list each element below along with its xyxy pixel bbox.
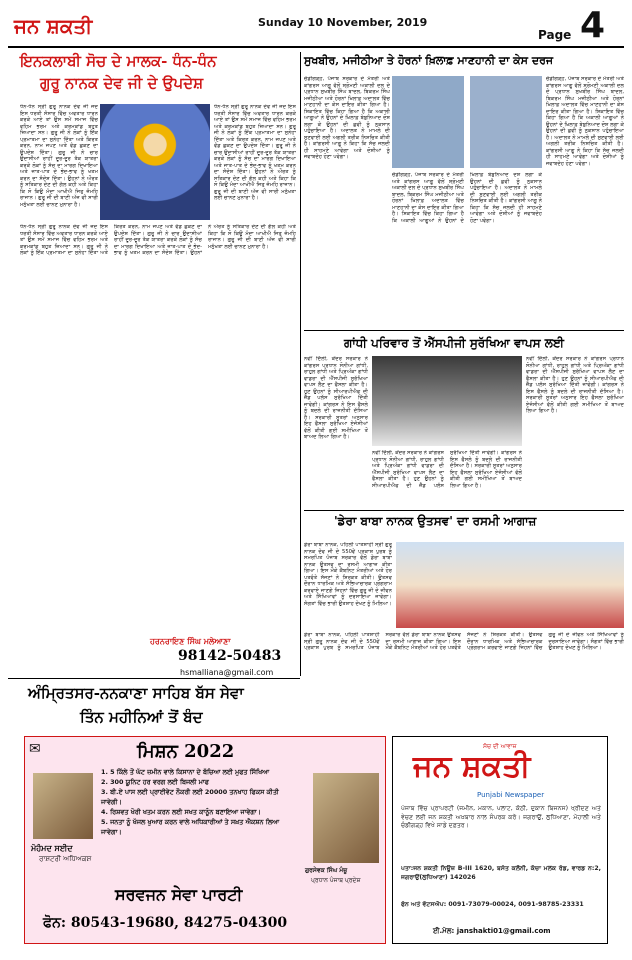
state-president-name: ਗੁਰਸੇਵਕ ਸਿੰਘ ਮੰਜ਼ੂ <box>305 867 348 874</box>
mission-point: 5. ਜਨਤਾ ਨੂੰ ਖੱਜਲ ਖੁਆਰ ਕਰਨ ਵਾਲੇ ਅਧਿਕਾਰੀਆਂ ਤੇ ਸਖ਼ਤ ਐਕਸ਼ਨ ਲਿਆ ਜਾਵੇਗਾ। <box>101 818 280 836</box>
guru-email[interactable]: hsmalliana@gmail.com <box>180 668 274 677</box>
guru-nanak-image <box>100 104 210 220</box>
gandhi-family-photo <box>372 356 522 446</box>
president-role: ਰਾਸ਼ਟਰੀ ਅਧਿਅਕਸ਼ <box>39 855 92 863</box>
guru-title-line2: ਗੁਰੂ ਨਾਨਕ ਦੇਵ ਜੀ ਦੇ ਉਪਦੇਸ਼ <box>40 74 204 92</box>
page-label: Page <box>538 28 572 42</box>
guru-body: ਧੰਨ-ਧੰਨ ਸ੍ਰੀ ਗੁਰੂ ਨਾਨਕ ਦੇਵ ਜੀ ਜਦ ਇਸ ਧਰਤੀ ਸੰਸਾਰ ਵਿੱਚ ਅਵਤਾਰ ਧਾਰਨ ਕਰਕੇ ਆਏ ਤਾਂ ਉਸ ਸਮੇਂ ਸਮਾਜ ਵਿੱਚ ਵਹਿਮ ਭਰਮ ਅਤੇ ਕਰਮਕਾਂਡ ਬਹੁਤ ਜ਼ਿਆਦਾ ਸਨ। ਗੁਰੂ ਜੀ ਨੇ ਲੋਕਾਂ ਨੂੰ ਇੱਕ ਪ੍ਰਮਾਤਮਾ ਦਾ ਸੁਨੇਹਾ ਦਿੱਤਾ ਅਤੇ ਕਿਰਤ ਕਰਨ, ਨਾਮ ਜਪਣ ਅਤੇ ਵੰਡ ਛਕਣ ਦਾ ਉਪਦੇਸ਼ ਦਿੱਤਾ। ਗੁਰੂ ਜੀ ਨੇ ਚਾਰ ਉਦਾਸੀਆਂ ਰਾਹੀਂ ਦੂਰ-ਦੂਰ ਤੱਕ ਯਾਤਰਾ ਕਰਕੇ ਲੋਕਾਂ ਨੂੰ ਸੱਚ ਦਾ ਮਾਰਗ ਦਿਖਾਇਆ ਅਤੇ ਜਾਤ-ਪਾਤ ਦੇ ਭੇਦ-ਭਾਵ ਨੂੰ ਖਤਮ ਕਰਨ ਦਾ ਸੰਦੇਸ਼ ਦਿੱਤਾ। ਉਹਨਾਂ ਨੇ ਔਰਤ ਨੂੰ ਸਤਿਕਾਰ ਦੇਣ ਦੀ ਗੱਲ ਕਹੀ ਅਤੇ ਕਿਹਾ ਕਿ ਸੋ ਕਿਉ ਮੰਦਾ ਆਖੀਐ ਜਿਤੁ ਜੰਮਹਿ ਰਾਜਾਨ। ਗੁਰੂ ਜੀ ਦੀ ਬਾਣੀ ਅੱਜ ਵੀ ਸਾਰੀ ਮਨੁੱਖਤਾ ਲਈ ਚਾਨਣ ਮੁਨਾਰਾ ਹੈ। <box>20 224 296 256</box>
masthead-logo: ਜਨ ਸ਼ਕਤੀ <box>14 14 93 38</box>
guru-body-left: ਧੰਨ-ਧੰਨ ਸ੍ਰੀ ਗੁਰੂ ਨਾਨਕ ਦੇਵ ਜੀ ਜਦ ਇਸ ਧਰਤੀ ਸੰਸਾਰ ਵਿੱਚ ਅਵਤਾਰ ਧਾਰਨ ਕਰਕੇ ਆਏ ਤਾਂ ਉਸ ਸਮੇਂ ਸਮਾਜ ਵਿੱਚ ਵਹਿਮ ਭਰਮ ਅਤੇ ਕਰਮਕਾਂਡ ਬਹੁਤ ਜ਼ਿਆਦਾ ਸਨ। ਗੁਰੂ ਜੀ ਨੇ ਲੋਕਾਂ ਨੂੰ ਇੱਕ ਪ੍ਰਮਾਤਮਾ ਦਾ ਸੁਨੇਹਾ ਦਿੱਤਾ ਅਤੇ ਕਿਰਤ ਕਰਨ, ਨਾਮ ਜਪਣ ਅਤੇ ਵੰਡ ਛਕਣ ਦਾ ਉਪਦੇਸ਼ ਦਿੱਤਾ। ਗੁਰੂ ਜੀ ਨੇ ਚਾਰ ਉਦਾਸੀਆਂ ਰਾਹੀਂ ਦੂਰ-ਦੂਰ ਤੱਕ ਯਾਤਰਾ ਕਰਕੇ ਲੋਕਾਂ ਨੂੰ ਸੱਚ ਦਾ ਮਾਰਗ ਦਿਖਾਇਆ ਅਤੇ ਜਾਤ-ਪਾਤ ਦੇ ਭੇਦ-ਭਾਵ ਨੂੰ ਖਤਮ ਕਰਨ ਦਾ ਸੰਦੇਸ਼ ਦਿੱਤਾ। ਉਹਨਾਂ ਨੇ ਔਰਤ ਨੂੰ ਸਤਿਕਾਰ ਦੇਣ ਦੀ ਗੱਲ ਕਹੀ ਅਤੇ ਕਿਹਾ ਕਿ ਸੋ ਕਿਉ ਮੰਦਾ ਆਖੀਐ ਜਿਤੁ ਜੰਮਹਿ ਰਾਜਾਨ। ਗੁਰੂ ਜੀ ਦੀ ਬਾਣੀ ਅੱਜ ਵੀ ਸਾਰੀ ਮਨੁੱਖਤਾ ਲਈ ਚਾਨਣ ਮੁਨਾਰਾ ਹੈ। <box>20 104 98 208</box>
mission-point: 3. ਬੀ.ਏ ਪਾਸ ਲਈ ਪ੍ਰਾਈਵੇਟ ਨੌਕਰੀ ਲਈ 20000 ਤਨਖਾਹ ਫਿਕਸ ਕੀਤੀ ਜਾਵੇਗੀ। <box>101 788 279 806</box>
guru-author: ਹਰਨਰਾਇਣ ਸਿੰਘ ਮਲੇਆਣਾ <box>150 636 231 646</box>
mission-points <box>101 767 297 837</box>
gandhi-body-right: ਨਵੀਂ ਦਿੱਲੀ, ਕੇਂਦਰ ਸਰਕਾਰ ਨੇ ਕਾਂਗਰਸ ਪ੍ਰਧਾਨ ਸੋਨੀਆ ਗਾਂਧੀ, ਰਾਹੁਲ ਗਾਂਧੀ ਅਤੇ ਪ੍ਰਿਅੰਕਾ ਗਾਂਧੀ ਵਾਡਰਾ ਦੀ ਐੱਸਪੀਜੀ ਸੁਰੱਖਿਆ ਵਾਪਸ ਲੈਣ ਦਾ ਫੈਸਲਾ ਕੀਤਾ ਹੈ। ਹੁਣ ਉਹਨਾਂ ਨੂੰ ਸੀਆਰਪੀਐਫ ਦੀ ਜ਼ੈੱਡ ਪਲੱਸ ਸੁਰੱਖਿਆ ਦਿੱਤੀ ਜਾਵੇਗੀ। ਕਾਂਗਰਸ ਨੇ ਇਸ ਫੈਸਲੇ ਨੂੰ ਬਦਲੇ ਦੀ ਰਾਜਨੀਤੀ ਦੱਸਿਆ ਹੈ। ਸਰਕਾਰੀ ਸੂਤਰਾਂ ਅਨੁਸਾਰ ਇਹ ਫੈਸਲਾ ਸੁਰੱਖਿਆ ਏਜੰਸੀਆਂ ਵੱਲੋਂ ਕੀਤੀ ਗਈ ਸਮੀਖਿਆ ਤੋਂ ਬਾਅਦ ਲਿਆ ਗਿਆ ਹੈ। <box>526 356 624 414</box>
emblem-icon: ✉ <box>29 741 41 757</box>
sukhbir-body: ਚੰਡੀਗੜ੍ਹ, ਪੰਜਾਬ ਸਰਕਾਰ ਦੇ ਮੰਤਰੀ ਅਤੇ ਕਾਂਗਰਸ ਆਗੂ ਵੱਲੋਂ ਸ਼੍ਰੋਮਣੀ ਅਕਾਲੀ ਦਲ ਦੇ ਪ੍ਰਧਾਨ ਸੁਖਬੀਰ ਸਿੰਘ ਬਾਦਲ, ਬਿਕਰਮ ਸਿੰਘ ਮਜੀਠੀਆ ਅਤੇ ਹੋਰਨਾਂ ਖ਼ਿਲਾਫ਼ ਅਦਾਲਤ ਵਿੱਚ ਮਾਣਹਾਨੀ ਦਾ ਕੇਸ ਦਾਇਰ ਕੀਤਾ ਗਿਆ ਹੈ। ਸ਼ਿਕਾਇਤ ਵਿੱਚ ਕਿਹਾ ਗਿਆ ਹੈ ਕਿ ਅਕਾਲੀ ਆਗੂਆਂ ਨੇ ਉਹਨਾਂ ਦੇ ਖ਼ਿਲਾਫ਼ ਬੇਬੁਨਿਆਦ ਦੋਸ਼ ਲਗਾ ਕੇ ਉਹਨਾਂ ਦੀ ਛਵੀ ਨੂੰ ਨੁਕਸਾਨ ਪਹੁੰਚਾਇਆ ਹੈ। ਅਦਾਲਤ ਨੇ ਮਾਮਲੇ ਦੀ ਸੁਣਵਾਈ ਲਈ ਅਗਲੀ ਤਰੀਕ ਨਿਸ਼ਚਿਤ ਕੀਤੀ ਹੈ। ਕਾਂਗਰਸੀ ਆਗੂ ਨੇ ਕਿਹਾ ਕਿ ਸੱਚ ਜਲਦੀ ਹੀ ਸਾਹਮਣੇ ਆਵੇਗਾ ਅਤੇ ਦੋਸ਼ੀਆਂ ਨੂੰ ਜਵਾਬਦੇਹ ਹੋਣਾ ਪਵੇਗਾ। <box>392 172 542 224</box>
jan-tagline: ਸੱਚ ਦੀ ਆਵਾਜ਼ <box>483 743 517 750</box>
section-rule <box>8 678 300 679</box>
bus-title-line1: ਅੰਮ੍ਰਿਤਸਰ-ਨਨਕਾਣਾ ਸਾਹਿਬ ਬੱਸ ਸੇਵਾ <box>28 684 244 702</box>
mission-point: 4. ਰਿਸ਼ਵਤ ਖੋਰੀ ਖਤਮ ਕਰਨ ਲਈ ਸਖਤ ਕਾਨੂੰਨ ਬਣਾਇਆ ਜਾਵੇਗਾ। <box>101 808 261 816</box>
jan-sub: Punjabi Newspaper <box>477 791 545 799</box>
jan-address: ਪਤਾ:ਜਨ ਸ਼ਕਤੀ ਨਿਊਜ਼ B-III 1620, ਬਸੰਤ ਕਲੋਨੀ, ਕੱਚਾ ਮਲਕ ਰੋਡ, ਵਾਰਡ ਨ:2, ਜਗਰਾਉਂ(ਲੁਧਿਆਣਾ) 142026 <box>401 865 601 881</box>
jan-phone: ਫੋਨ ਅਤੇ ਵੱਟਸਐਪ: 0091-73079-00024, 0091-98785-23331 <box>401 901 584 908</box>
header-rule <box>8 46 624 48</box>
dera-title: 'ਡੇਰਾ ਬਾਬਾ ਨਾਨਕ ਉਤਸਵ' ਦਾ ਰਸਮੀ ਆਗਾਜ਼ <box>334 514 537 528</box>
gandhi-body-bottom: ਨਵੀਂ ਦਿੱਲੀ, ਕੇਂਦਰ ਸਰਕਾਰ ਨੇ ਕਾਂਗਰਸ ਪ੍ਰਧਾਨ ਸੋਨੀਆ ਗਾਂਧੀ, ਰਾਹੁਲ ਗਾਂਧੀ ਅਤੇ ਪ੍ਰਿਅੰਕਾ ਗਾਂਧੀ ਵਾਡਰਾ ਦੀ ਐੱਸਪੀਜੀ ਸੁਰੱਖਿਆ ਵਾਪਸ ਲੈਣ ਦਾ ਫੈਸਲਾ ਕੀਤਾ ਹੈ। ਹੁਣ ਉਹਨਾਂ ਨੂੰ ਸੀਆਰਪੀਐਫ ਦੀ ਜ਼ੈੱਡ ਪਲੱਸ ਸੁਰੱਖਿਆ ਦਿੱਤੀ ਜਾਵੇਗੀ। ਕਾਂਗਰਸ ਨੇ ਇਸ ਫੈਸਲੇ ਨੂੰ ਬਦਲੇ ਦੀ ਰਾਜਨੀਤੀ ਦੱਸਿਆ ਹੈ। ਸਰਕਾਰੀ ਸੂਤਰਾਂ ਅਨੁਸਾਰ ਇਹ ਫੈਸਲਾ ਸੁਰੱਖਿਆ ਏਜੰਸੀਆਂ ਵੱਲੋਂ ਕੀਤੀ ਗਈ ਸਮੀਖਿਆ ਤੋਂ ਬਾਅਦ ਲਿਆ ਗਿਆ ਹੈ। <box>372 450 522 489</box>
party-name: ਸਰਵਜਨ ਸੇਵਾ ਪਾਰਟੀ <box>115 885 243 904</box>
state-president-photo <box>313 773 379 863</box>
guru-title-line1: ਇਨਕਲਾਬੀ ਸੋਚ ਦੇ ਮਾਲਕ- ਧੰਨ-ਧੰਨ <box>20 52 217 70</box>
party-president-photo <box>33 773 93 839</box>
section-rule <box>304 510 624 511</box>
bus-title-line2: ਤਿੰਨ ਮਹੀਨਿਆਂ ਤੋਂ ਬੰਦ <box>80 708 203 726</box>
dera-body-left: ਡੇਰਾ ਬਾਬਾ ਨਾਨਕ, ਪਹਿਲੀ ਪਾਤਸ਼ਾਹੀ ਸ੍ਰੀ ਗੁਰੂ ਨਾਨਕ ਦੇਵ ਜੀ ਦੇ 550ਵੇਂ ਪ੍ਰਕਾਸ਼ ਪੁਰਬ ਨੂੰ ਸਮਰਪਿਤ ਪੰਜਾਬ ਸਰਕਾਰ ਵੱਲੋਂ ਡੇਰਾ ਬਾਬਾ ਨਾਨਕ ਉਤਸਵ ਦਾ ਰਸਮੀ ਆਗਾਜ਼ ਕੀਤਾ ਗਿਆ। ਇਸ ਮੌਕੇ ਕੈਬਨਿਟ ਮੰਤਰੀਆਂ ਅਤੇ ਹੋਰ ਪਤਵੰਤੇ ਸੱਜਣਾਂ ਨੇ ਸ਼ਿਰਕਤ ਕੀਤੀ। ਉਤਸਵ ਦੌਰਾਨ ਧਾਰਮਿਕ ਅਤੇ ਸੱਭਿਆਚਾਰਕ ਪ੍ਰੋਗਰਾਮ ਕਰਵਾਏ ਜਾਣਗੇ ਜਿਹਨਾਂ ਵਿੱਚ ਗੁਰੂ ਜੀ ਦੇ ਜੀਵਨ ਅਤੇ ਸਿੱਖਿਆਵਾਂ ਨੂੰ ਦਰਸਾਇਆ ਜਾਵੇਗਾ। ਸੰਗਤਾਂ ਵਿੱਚ ਭਾਰੀ ਉਤਸ਼ਾਹ ਦੇਖਣ ਨੂੰ ਮਿਲਿਆ। <box>304 542 392 607</box>
issue-date: Sunday 10 November, 2019 <box>258 16 428 29</box>
guru-body-right: ਧੰਨ-ਧੰਨ ਸ੍ਰੀ ਗੁਰੂ ਨਾਨਕ ਦੇਵ ਜੀ ਜਦ ਇਸ ਧਰਤੀ ਸੰਸਾਰ ਵਿੱਚ ਅਵਤਾਰ ਧਾਰਨ ਕਰਕੇ ਆਏ ਤਾਂ ਉਸ ਸਮੇਂ ਸਮਾਜ ਵਿੱਚ ਵਹਿਮ ਭਰਮ ਅਤੇ ਕਰਮਕਾਂਡ ਬਹੁਤ ਜ਼ਿਆਦਾ ਸਨ। ਗੁਰੂ ਜੀ ਨੇ ਲੋਕਾਂ ਨੂੰ ਇੱਕ ਪ੍ਰਮਾਤਮਾ ਦਾ ਸੁਨੇਹਾ ਦਿੱਤਾ ਅਤੇ ਕਿਰਤ ਕਰਨ, ਨਾਮ ਜਪਣ ਅਤੇ ਵੰਡ ਛਕਣ ਦਾ ਉਪਦੇਸ਼ ਦਿੱਤਾ। ਗੁਰੂ ਜੀ ਨੇ ਚਾਰ ਉਦਾਸੀਆਂ ਰਾਹੀਂ ਦੂਰ-ਦੂਰ ਤੱਕ ਯਾਤਰਾ ਕਰਕੇ ਲੋਕਾਂ ਨੂੰ ਸੱਚ ਦਾ ਮਾਰਗ ਦਿਖਾਇਆ ਅਤੇ ਜਾਤ-ਪਾਤ ਦੇ ਭੇਦ-ਭਾਵ ਨੂੰ ਖਤਮ ਕਰਨ ਦਾ ਸੰਦੇਸ਼ ਦਿੱਤਾ। ਉਹਨਾਂ ਨੇ ਔਰਤ ਨੂੰ ਸਤਿਕਾਰ ਦੇਣ ਦੀ ਗੱਲ ਕਹੀ ਅਤੇ ਕਿਹਾ ਕਿ ਸੋ ਕਿਉ ਮੰਦਾ ਆਖੀਐ ਜਿਤੁ ਜੰਮਹਿ ਰਾਜਾਨ। ਗੁਰੂ ਜੀ ਦੀ ਬਾਣੀ ਅੱਜ ਵੀ ਸਾਰੀ ਮਨੁੱਖਤਾ ਲਈ ਚਾਨਣ ਮੁਨਾਰਾ ਹੈ। <box>214 104 296 201</box>
party-phone: ਫੋਨ: 80543-19680, 84275-04300 <box>43 915 288 931</box>
dera-stage-photo <box>396 542 624 628</box>
guru-phone: 98142-50483 <box>178 648 282 664</box>
jan-body: ਪੰਜਾਬ ਵਿੱਚ ਪ੍ਰਾਪਰਟੀ (ਜਮੀਨ, ਮਕਾਨ, ਪਲਾਟ, ਕੋਠੀ, ਦੁਕਾਨ ਬਿਜਨਸ) ਖ੍ਰੀਦਣ ਅਤੇ ਵੇਚਣ ਲਈ ਜਨ ਸ਼ਕਤੀ ਅਖ਼ਬਾਰ ਨਾਲ ਸੰਪਰਕ ਕਰੋ। ਜਗਰਾਉਂ, ਲੁਧਿਆਣਾ, ਮੋਹਾਲੀ ਅਤੇ ਚੰਡੀਗੜ੍ਹ ਵਿਖੇ ਸਾਡੇ ਦਫ਼ਤਰ। <box>401 805 601 829</box>
mission-title: ਮਿਸ਼ਨ 2022 <box>137 741 235 762</box>
jan-shakti-ad <box>392 736 608 944</box>
gandhi-title: ਗਾਂਧੀ ਪਰਿਵਾਰ ਤੋਂ ਐੱਸਪੀਜੀ ਸੁਰੱਖਿਆ ਵਾਪਸ ਲਈ <box>344 336 565 350</box>
sukhbir-majithia-photo <box>392 76 542 168</box>
sukhbir-title: ਸੁਖਬੀਰ, ਮਜੀਠੀਆ ਤੇ ਹੋਰਨਾਂ ਖ਼ਿਲਾਫ਼ ਮਾਣਹਾਨੀ ਦਾ ਕੇਸ ਦਰਜ <box>304 54 554 67</box>
jan-logo: ਜਨ ਸ਼ਕਤੀ <box>413 749 531 784</box>
section-rule <box>304 330 624 331</box>
sukhbir-body-right: ਚੰਡੀਗੜ੍ਹ, ਪੰਜਾਬ ਸਰਕਾਰ ਦੇ ਮੰਤਰੀ ਅਤੇ ਕਾਂਗਰਸ ਆਗੂ ਵੱਲੋਂ ਸ਼੍ਰੋਮਣੀ ਅਕਾਲੀ ਦਲ ਦੇ ਪ੍ਰਧਾਨ ਸੁਖਬੀਰ ਸਿੰਘ ਬਾਦਲ, ਬਿਕਰਮ ਸਿੰਘ ਮਜੀਠੀਆ ਅਤੇ ਹੋਰਨਾਂ ਖ਼ਿਲਾਫ਼ ਅਦਾਲਤ ਵਿੱਚ ਮਾਣਹਾਨੀ ਦਾ ਕੇਸ ਦਾਇਰ ਕੀਤਾ ਗਿਆ ਹੈ। ਸ਼ਿਕਾਇਤ ਵਿੱਚ ਕਿਹਾ ਗਿਆ ਹੈ ਕਿ ਅਕਾਲੀ ਆਗੂਆਂ ਨੇ ਉਹਨਾਂ ਦੇ ਖ਼ਿਲਾਫ਼ ਬੇਬੁਨਿਆਦ ਦੋਸ਼ ਲਗਾ ਕੇ ਉਹਨਾਂ ਦੀ ਛਵੀ ਨੂੰ ਨੁਕਸਾਨ ਪਹੁੰਚਾਇਆ ਹੈ। ਅਦਾਲਤ ਨੇ ਮਾਮਲੇ ਦੀ ਸੁਣਵਾਈ ਲਈ ਅਗਲੀ ਤਰੀਕ ਨਿਸ਼ਚਿਤ ਕੀਤੀ ਹੈ। ਕਾਂਗਰਸੀ ਆਗੂ ਨੇ ਕਿਹਾ ਕਿ ਸੱਚ ਜਲਦੀ ਹੀ ਸਾਹਮਣੇ ਆਵੇਗਾ ਅਤੇ ਦੋਸ਼ੀਆਂ ਨੂੰ ਜਵਾਬਦੇਹ ਹੋਣਾ ਪਵੇਗਾ। <box>546 76 624 167</box>
president-name: ਮੋਹੰਮਦ ਸਈਦ <box>31 843 73 853</box>
state-president-role: ਪ੍ਰਧਾਨ ਪੰਜਾਬ ਪ੍ਰਦੇਸ਼ <box>311 877 361 884</box>
mission-point: 1. 5 ਕਿੱਲੇ ਤੋਂ ਘੱਟ ਜ਼ਮੀਨ ਵਾਲੇ ਕਿਸਾਨਾ ਦੇ ਬੱਚਿਆ ਲਈ ਮੁਫਤ ਸਿੱਖਿਆ <box>101 768 270 776</box>
mission-point: 2. 300 ਯੂਨਿਟ ਹਰ ਵਰਗ ਲਈ ਬਿਜਲੀ ਮਾਫ <box>101 778 209 786</box>
column-divider <box>300 52 301 676</box>
dera-body: ਡੇਰਾ ਬਾਬਾ ਨਾਨਕ, ਪਹਿਲੀ ਪਾਤਸ਼ਾਹੀ ਸ੍ਰੀ ਗੁਰੂ ਨਾਨਕ ਦੇਵ ਜੀ ਦੇ 550ਵੇਂ ਪ੍ਰਕਾਸ਼ ਪੁਰਬ ਨੂੰ ਸਮਰਪਿਤ ਪੰਜਾਬ ਸਰਕਾਰ ਵੱਲੋਂ ਡੇਰਾ ਬਾਬਾ ਨਾਨਕ ਉਤਸਵ ਦਾ ਰਸਮੀ ਆਗਾਜ਼ ਕੀਤਾ ਗਿਆ। ਇਸ ਮੌਕੇ ਕੈਬਨਿਟ ਮੰਤਰੀਆਂ ਅਤੇ ਹੋਰ ਪਤਵੰਤੇ ਸੱਜਣਾਂ ਨੇ ਸ਼ਿਰਕਤ ਕੀਤੀ। ਉਤਸਵ ਦੌਰਾਨ ਧਾਰਮਿਕ ਅਤੇ ਸੱਭਿਆਚਾਰਕ ਪ੍ਰੋਗਰਾਮ ਕਰਵਾਏ ਜਾਣਗੇ ਜਿਹਨਾਂ ਵਿੱਚ ਗੁਰੂ ਜੀ ਦੇ ਜੀਵਨ ਅਤੇ ਸਿੱਖਿਆਵਾਂ ਨੂੰ ਦਰਸਾਇਆ ਜਾਵੇਗਾ। ਸੰਗਤਾਂ ਵਿੱਚ ਭਾਰੀ ਉਤਸ਼ਾਹ ਦੇਖਣ ਨੂੰ ਮਿਲਿਆ। <box>304 632 624 651</box>
page-number: 4 <box>580 5 606 46</box>
mission-2022-ad <box>24 736 386 944</box>
jan-email[interactable]: ਈ.ਮੇਲ: janshakti01@gmail.com <box>433 927 551 935</box>
gandhi-body-left: ਨਵੀਂ ਦਿੱਲੀ, ਕੇਂਦਰ ਸਰਕਾਰ ਨੇ ਕਾਂਗਰਸ ਪ੍ਰਧਾਨ ਸੋਨੀਆ ਗਾਂਧੀ, ਰਾਹੁਲ ਗਾਂਧੀ ਅਤੇ ਪ੍ਰਿਅੰਕਾ ਗਾਂਧੀ ਵਾਡਰਾ ਦੀ ਐੱਸਪੀਜੀ ਸੁਰੱਖਿਆ ਵਾਪਸ ਲੈਣ ਦਾ ਫੈਸਲਾ ਕੀਤਾ ਹੈ। ਹੁਣ ਉਹਨਾਂ ਨੂੰ ਸੀਆਰਪੀਐਫ ਦੀ ਜ਼ੈੱਡ ਪਲੱਸ ਸੁਰੱਖਿਆ ਦਿੱਤੀ ਜਾਵੇਗੀ। ਕਾਂਗਰਸ ਨੇ ਇਸ ਫੈਸਲੇ ਨੂੰ ਬਦਲੇ ਦੀ ਰਾਜਨੀਤੀ ਦੱਸਿਆ ਹੈ। ਸਰਕਾਰੀ ਸੂਤਰਾਂ ਅਨੁਸਾਰ ਇਹ ਫੈਸਲਾ ਸੁਰੱਖਿਆ ਏਜੰਸੀਆਂ ਵੱਲੋਂ ਕੀਤੀ ਗਈ ਸਮੀਖਿਆ ਤੋਂ ਬਾਅਦ ਲਿਆ ਗਿਆ ਹੈ। <box>304 356 368 440</box>
sukhbir-body-left: ਚੰਡੀਗੜ੍ਹ, ਪੰਜਾਬ ਸਰਕਾਰ ਦੇ ਮੰਤਰੀ ਅਤੇ ਕਾਂਗਰਸ ਆਗੂ ਵੱਲੋਂ ਸ਼੍ਰੋਮਣੀ ਅਕਾਲੀ ਦਲ ਦੇ ਪ੍ਰਧਾਨ ਸੁਖਬੀਰ ਸਿੰਘ ਬਾਦਲ, ਬਿਕਰਮ ਸਿੰਘ ਮਜੀਠੀਆ ਅਤੇ ਹੋਰਨਾਂ ਖ਼ਿਲਾਫ਼ ਅਦਾਲਤ ਵਿੱਚ ਮਾਣਹਾਨੀ ਦਾ ਕੇਸ ਦਾਇਰ ਕੀਤਾ ਗਿਆ ਹੈ। ਸ਼ਿਕਾਇਤ ਵਿੱਚ ਕਿਹਾ ਗਿਆ ਹੈ ਕਿ ਅਕਾਲੀ ਆਗੂਆਂ ਨੇ ਉਹਨਾਂ ਦੇ ਖ਼ਿਲਾਫ਼ ਬੇਬੁਨਿਆਦ ਦੋਸ਼ ਲਗਾ ਕੇ ਉਹਨਾਂ ਦੀ ਛਵੀ ਨੂੰ ਨੁਕਸਾਨ ਪਹੁੰਚਾਇਆ ਹੈ। ਅਦਾਲਤ ਨੇ ਮਾਮਲੇ ਦੀ ਸੁਣਵਾਈ ਲਈ ਅਗਲੀ ਤਰੀਕ ਨਿਸ਼ਚਿਤ ਕੀਤੀ ਹੈ। ਕਾਂਗਰਸੀ ਆਗੂ ਨੇ ਕਿਹਾ ਕਿ ਸੱਚ ਜਲਦੀ ਹੀ ਸਾਹਮਣੇ ਆਵੇਗਾ ਅਤੇ ਦੋਸ਼ੀਆਂ ਨੂੰ ਜਵਾਬਦੇਹ ਹੋਣਾ ਪਵੇਗਾ। <box>304 76 390 160</box>
